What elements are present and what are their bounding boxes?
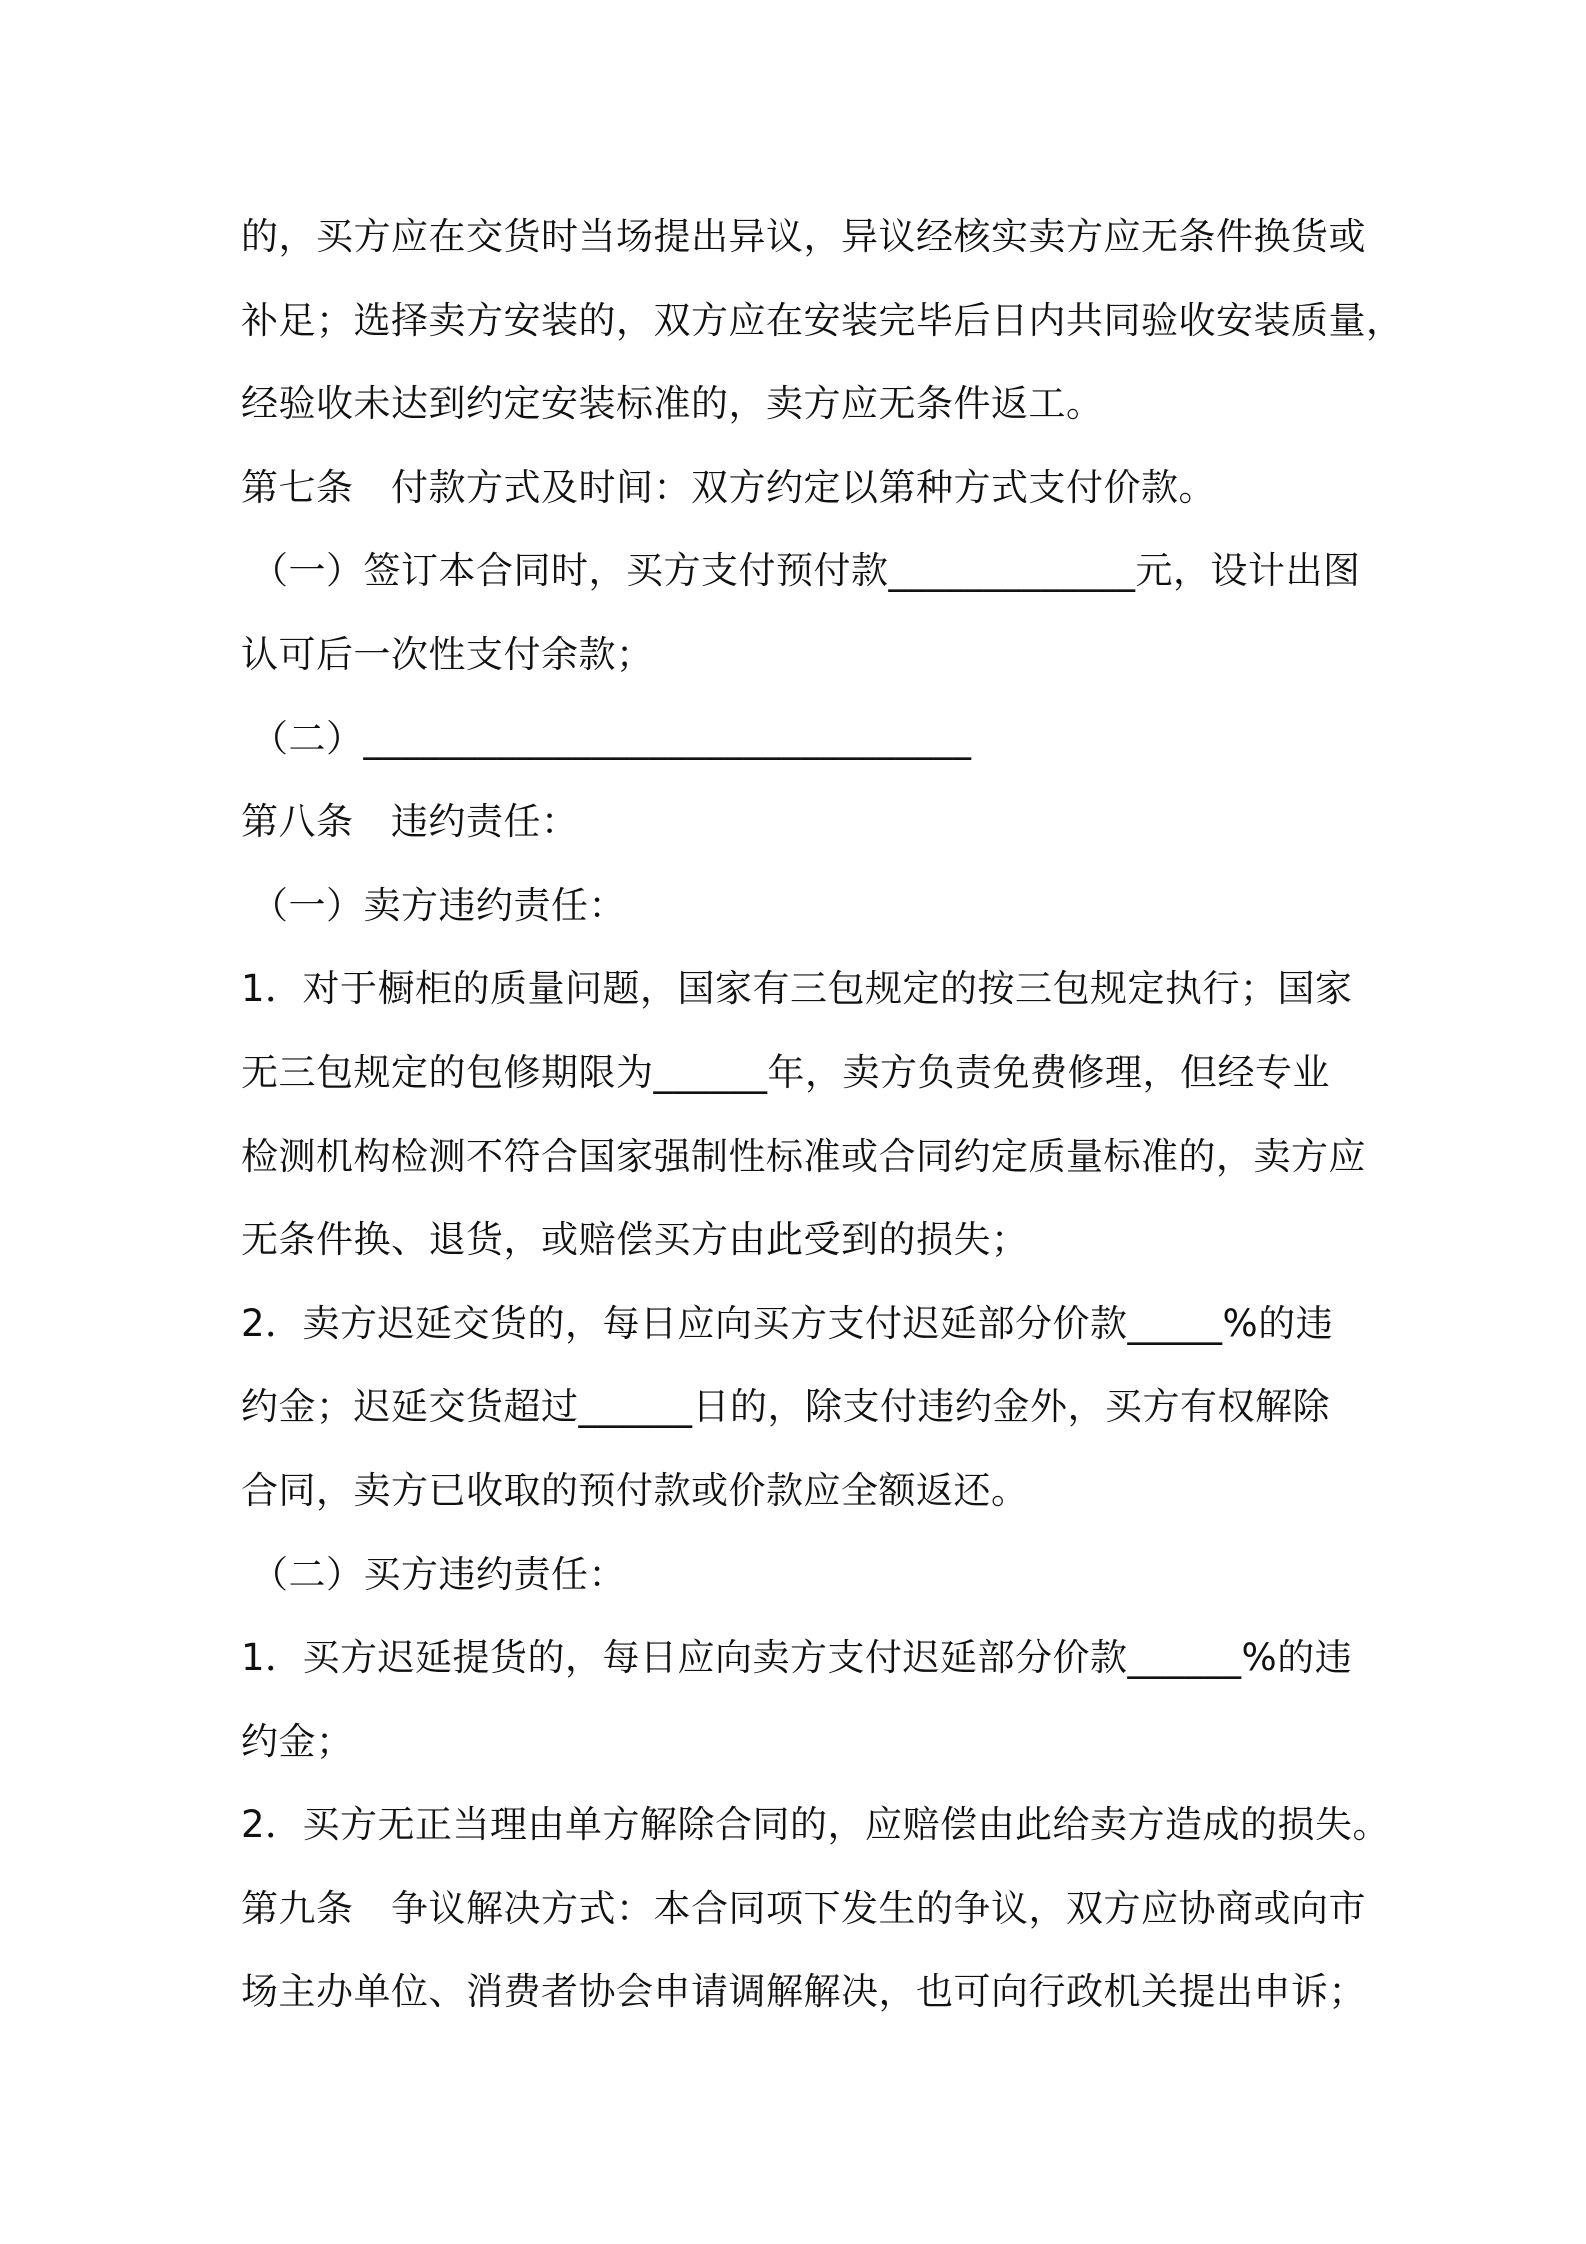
article-heading-7: 第七条 付款方式及时间：双方约定以第种方式支付价款。 [241, 465, 1216, 509]
article-heading-9: 第九条 争议解决方式：本合同项下发生的争议，双方应协商或向市 [241, 1886, 1366, 1930]
document-body [241, 195, 1404, 2034]
text-line: 检测机构检测不符合国家强制性标准或合同约定质量标准的，卖方应 [241, 1134, 1366, 1178]
text-line: 场主办单位、消费者协会申请调解解决，也可向行政机关提出申诉； [241, 1970, 1366, 2014]
text-line: 认可后一次性支付余款； [241, 632, 654, 676]
text-line: 补足；选择卖方安装的，双方应在安装完毕后日内共同验收安装质量， [241, 298, 1404, 342]
section-heading: （一）卖方违约责任： [251, 883, 626, 927]
text-line: 2．买方无正当理由单方解除合同的，应赔偿由此给卖方造成的损失。 [241, 1803, 1391, 1847]
text-line: 1．买方迟延提货的，每日应向卖方支付迟延部分价款______%的违 [241, 1636, 1353, 1680]
text-line: （二）________________________________ [251, 716, 972, 760]
article-heading-8: 第八条 违约责任： [241, 800, 579, 844]
text-line: 约金； [241, 1719, 354, 1763]
text-line: 1．对于橱柜的质量问题，国家有三包规定的按三包规定执行；国家 [241, 967, 1353, 1011]
text-line: （一）签订本合同时，买方支付预付款_____________元，设计出图 [251, 549, 1361, 593]
text-line: 合同，卖方已收取的预付款或价款应全额返还。 [241, 1468, 1029, 1512]
text-line: 2．卖方迟延交货的，每日应向买方支付迟延部分价款_____%的违 [241, 1301, 1334, 1345]
text-line: 无条件换、退货，或赔偿买方由此受到的损失； [241, 1218, 1029, 1262]
text-line: 约金；迟延交货超过______日的，除支付违约金外，买方有权解除 [241, 1385, 1330, 1429]
text-line: 的，买方应在交货时当场提出异议，异议经核实卖方应无条件换货或 [241, 215, 1366, 258]
text-line: 无三包规定的包修期限为______年，卖方负责免费修理，但经专业 [241, 1050, 1330, 1094]
text-line: 经验收未达到约定安装标准的，卖方应无条件返工。 [241, 382, 1104, 426]
section-heading: （二）买方违约责任： [251, 1552, 626, 1596]
